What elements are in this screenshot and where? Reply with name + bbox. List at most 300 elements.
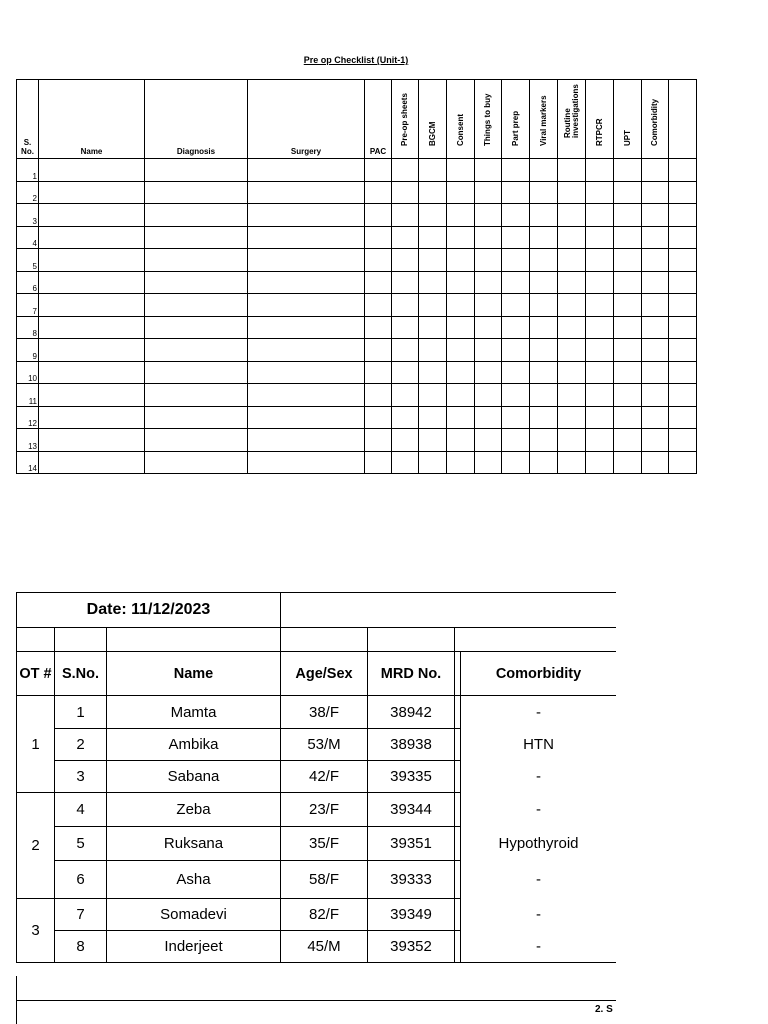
checklist-cell: [39, 249, 145, 272]
checklist-cell: [669, 159, 697, 182]
checklist-cell: [558, 181, 586, 204]
patient-mrd: 39351: [368, 827, 455, 861]
checklist-cell: [502, 226, 530, 249]
checklist-cell: [475, 249, 502, 272]
checklist-cell: [39, 429, 145, 452]
checklist-cell: [419, 339, 447, 362]
checklist-cell: [392, 181, 419, 204]
checklist-cell: [248, 204, 365, 227]
checklist-cell: [145, 339, 248, 362]
patient-row: [17, 761, 617, 793]
patient-name: Zeba: [107, 793, 281, 827]
checklist-cell: [642, 429, 669, 452]
checklist-cell: [39, 316, 145, 339]
checklist-cell: [475, 429, 502, 452]
checklist-cell: [419, 226, 447, 249]
patient-mrd: 39333: [368, 861, 455, 899]
checklist-cell: [145, 271, 248, 294]
checklist-cell: [419, 181, 447, 204]
checklist-cell: [392, 361, 419, 384]
patient-mrd: 38938: [368, 729, 455, 761]
patient-mrd: 39344: [368, 793, 455, 827]
patient-mrd: 39335: [368, 761, 455, 793]
checklist-cell: [558, 249, 586, 272]
checklist-cell: [530, 181, 558, 204]
checklist-cell: [365, 406, 392, 429]
checklist-cell: [39, 451, 145, 474]
checklist-cell: [502, 159, 530, 182]
checklist-cell: [419, 384, 447, 407]
patient-comorbidity: -: [461, 861, 616, 899]
checklist-cell: [669, 316, 697, 339]
patient-comorbidity: -: [461, 761, 616, 793]
checklist-row: [17, 429, 697, 452]
patient-row: [17, 931, 617, 963]
checklist-row: [17, 406, 697, 429]
checklist-cell: [392, 429, 419, 452]
checklist-cell: [586, 384, 614, 407]
checklist-title: Pre op Checklist (Unit-1): [303, 55, 409, 65]
checklist-cell: [447, 384, 475, 407]
patient-age-sex: 38/F: [281, 696, 368, 729]
checklist-cell: [145, 226, 248, 249]
checklist-cell: [586, 159, 614, 182]
checklist-cell: [558, 316, 586, 339]
checklist-cell: [39, 226, 145, 249]
header-ot-name: Name: [107, 652, 281, 696]
checklist-cell: [447, 294, 475, 317]
checklist-cell: [145, 294, 248, 317]
checklist-cell: [392, 384, 419, 407]
checklist-cell: [586, 316, 614, 339]
checklist-cell: [642, 316, 669, 339]
header-part-prep: Part prep: [502, 80, 530, 159]
patient-comorbidity: -: [461, 931, 616, 963]
checklist-row: [17, 159, 697, 182]
checklist-cell: [248, 384, 365, 407]
row-number: 6: [17, 271, 39, 294]
header-ot: OT #: [17, 652, 55, 696]
ot-list-table: [16, 592, 616, 963]
checklist-cell: [447, 249, 475, 272]
patient-comorbidity: Hypothyroid: [461, 827, 616, 861]
checklist-cell: [419, 316, 447, 339]
row-number: 13: [17, 429, 39, 452]
checklist-cell: [365, 271, 392, 294]
checklist-cell: [419, 451, 447, 474]
checklist-cell: [248, 159, 365, 182]
checklist-cell: [530, 249, 558, 272]
patient-row: [17, 827, 617, 861]
checklist-cell: [614, 226, 642, 249]
checklist-cell: [419, 204, 447, 227]
patient-age-sex: 45/M: [281, 931, 368, 963]
spacer-row: [17, 628, 617, 652]
checklist-cell: [530, 429, 558, 452]
checklist-cell: [586, 204, 614, 227]
checklist-cell: [614, 451, 642, 474]
checklist-cell: [614, 294, 642, 317]
checklist-cell: [669, 226, 697, 249]
checklist-cell: [365, 226, 392, 249]
checklist-cell: [530, 271, 558, 294]
checklist-cell: [447, 361, 475, 384]
checklist-cell: [475, 159, 502, 182]
patient-age-sex: 58/F: [281, 861, 368, 899]
checklist-cell: [642, 204, 669, 227]
header-upt: UPT: [614, 80, 642, 159]
checklist-cell: [447, 159, 475, 182]
checklist-cell: [642, 384, 669, 407]
checklist-cell: [248, 361, 365, 384]
patient-name: Mamta: [107, 696, 281, 729]
patient-sno: 1: [55, 696, 107, 729]
checklist-row: [17, 226, 697, 249]
checklist-cell: [145, 451, 248, 474]
checklist-row: [17, 181, 697, 204]
checklist-cell: [586, 361, 614, 384]
checklist-cell: [145, 249, 248, 272]
checklist-cell: [39, 384, 145, 407]
checklist-cell: [475, 181, 502, 204]
checklist-cell: [614, 204, 642, 227]
next-section-fragment: 2. S: [595, 1004, 613, 1015]
checklist-cell: [145, 181, 248, 204]
ot-number: 2: [17, 793, 55, 899]
patient-comorbidity: HTN: [461, 729, 616, 761]
checklist-cell: [502, 339, 530, 362]
checklist-cell: [669, 181, 697, 204]
checklist-cell: [39, 339, 145, 362]
row-number: 10: [17, 361, 39, 384]
checklist-cell: [365, 204, 392, 227]
checklist-cell: [642, 226, 669, 249]
checklist-row: [17, 361, 697, 384]
checklist-cell: [419, 271, 447, 294]
checklist-cell: [586, 294, 614, 317]
checklist-row: [17, 249, 697, 272]
checklist-cell: [530, 406, 558, 429]
row-number: 4: [17, 226, 39, 249]
checklist-cell: [530, 451, 558, 474]
checklist-cell: [586, 249, 614, 272]
checklist-cell: [248, 429, 365, 452]
checklist-cell: [248, 294, 365, 317]
header-bgcm: BGCM: [419, 80, 447, 159]
patient-name: Somadevi: [107, 899, 281, 931]
checklist-cell: [365, 181, 392, 204]
patient-sno: 7: [55, 899, 107, 931]
patient-age-sex: 82/F: [281, 899, 368, 931]
header-comorbidity: Comorbidity: [642, 80, 669, 159]
header-preop-sheets: Pre-op sheets: [392, 80, 419, 159]
checklist-row: [17, 294, 697, 317]
checklist-cell: [248, 339, 365, 362]
header-viral-markers: Viral markers: [530, 80, 558, 159]
checklist-cell: [558, 271, 586, 294]
checklist-cell: [642, 249, 669, 272]
checklist-cell: [475, 294, 502, 317]
row-number: 11: [17, 384, 39, 407]
patient-mrd: 38942: [368, 696, 455, 729]
checklist-cell: [642, 339, 669, 362]
checklist-cell: [558, 429, 586, 452]
date-row-blank: [281, 593, 616, 628]
checklist-cell: [614, 249, 642, 272]
checklist-cell: [558, 384, 586, 407]
patient-age-sex: 23/F: [281, 793, 368, 827]
checklist-cell: [614, 159, 642, 182]
checklist-cell: [530, 361, 558, 384]
checklist-cell: [586, 181, 614, 204]
checklist-cell: [642, 361, 669, 384]
header-name: Name: [39, 80, 145, 159]
checklist-cell: [642, 181, 669, 204]
row-number: 5: [17, 249, 39, 272]
checklist-cell: [669, 294, 697, 317]
patient-sno: 3: [55, 761, 107, 793]
header-blank: [669, 80, 697, 159]
checklist-cell: [365, 249, 392, 272]
patient-age-sex: 35/F: [281, 827, 368, 861]
checklist-cell: [475, 384, 502, 407]
checklist-cell: [365, 159, 392, 182]
header-diagnosis: Diagnosis: [145, 80, 248, 159]
checklist-cell: [669, 429, 697, 452]
checklist-cell: [365, 294, 392, 317]
checklist-cell: [614, 181, 642, 204]
checklist-cell: [392, 294, 419, 317]
header-rtpcr: RTPCR: [586, 80, 614, 159]
ot-list-section: [16, 592, 616, 964]
patient-name: Sabana: [107, 761, 281, 793]
checklist-cell: [392, 249, 419, 272]
checklist-cell: [642, 294, 669, 317]
patient-sno: 8: [55, 931, 107, 963]
checklist-cell: [502, 316, 530, 339]
checklist-cell: [392, 226, 419, 249]
checklist-cell: [502, 406, 530, 429]
checklist-cell: [586, 451, 614, 474]
checklist-cell: [530, 339, 558, 362]
checklist-cell: [392, 451, 419, 474]
row-number: 2: [17, 181, 39, 204]
checklist-cell: [419, 429, 447, 452]
checklist-cell: [475, 204, 502, 227]
checklist-cell: [365, 361, 392, 384]
checklist-cell: [447, 429, 475, 452]
checklist-cell: [669, 204, 697, 227]
checklist-cell: [669, 361, 697, 384]
checklist-cell: [248, 249, 365, 272]
checklist-cell: [392, 271, 419, 294]
preop-checklist-table: [16, 79, 697, 474]
checklist-cell: [248, 181, 365, 204]
checklist-cell: [558, 226, 586, 249]
checklist-row: [17, 339, 697, 362]
checklist-cell: [558, 294, 586, 317]
checklist-cell: [447, 316, 475, 339]
header-age-sex: Age/Sex: [281, 652, 368, 696]
checklist-cell: [447, 451, 475, 474]
date-label: Date: 11/12/2023: [17, 593, 281, 628]
checklist-cell: [248, 271, 365, 294]
checklist-cell: [39, 204, 145, 227]
checklist-cell: [586, 406, 614, 429]
checklist-cell: [447, 406, 475, 429]
checklist-cell: [475, 361, 502, 384]
checklist-cell: [614, 339, 642, 362]
checklist-cell: [475, 316, 502, 339]
checklist-header-row: [17, 80, 697, 159]
checklist-cell: [614, 271, 642, 294]
checklist-cell: [475, 339, 502, 362]
row-number: 9: [17, 339, 39, 362]
checklist-cell: [39, 159, 145, 182]
checklist-cell: [145, 204, 248, 227]
checklist-cell: [642, 406, 669, 429]
checklist-cell: [669, 271, 697, 294]
checklist-cell: [145, 406, 248, 429]
header-surgery: Surgery: [248, 80, 365, 159]
checklist-cell: [669, 384, 697, 407]
patient-age-sex: 53/M: [281, 729, 368, 761]
patient-sno: 6: [55, 861, 107, 899]
checklist-cell: [447, 204, 475, 227]
row-number: 14: [17, 451, 39, 474]
patient-name: Ambika: [107, 729, 281, 761]
checklist-cell: [502, 384, 530, 407]
checklist-cell: [530, 226, 558, 249]
checklist-cell: [248, 226, 365, 249]
checklist-row: [17, 384, 697, 407]
checklist-cell: [365, 384, 392, 407]
checklist-cell: [502, 429, 530, 452]
checklist-cell: [392, 159, 419, 182]
header-ot-sno: S.No.: [55, 652, 107, 696]
checklist-cell: [614, 361, 642, 384]
checklist-cell: [614, 406, 642, 429]
checklist-row: [17, 316, 697, 339]
patient-mrd: 39349: [368, 899, 455, 931]
patient-row: [17, 861, 617, 899]
checklist-cell: [530, 294, 558, 317]
patient-comorbidity: -: [461, 793, 616, 827]
checklist-cell: [586, 271, 614, 294]
checklist-cell: [447, 181, 475, 204]
checklist-row: [17, 451, 697, 474]
checklist-cell: [558, 204, 586, 227]
checklist-cell: [248, 451, 365, 474]
checklist-cell: [614, 429, 642, 452]
checklist-cell: [39, 181, 145, 204]
patient-row: [17, 696, 617, 729]
patient-comorbidity: -: [461, 899, 616, 931]
checklist-cell: [392, 204, 419, 227]
checklist-cell: [145, 316, 248, 339]
patient-name: Asha: [107, 861, 281, 899]
checklist-cell: [39, 294, 145, 317]
checklist-cell: [447, 226, 475, 249]
checklist-cell: [447, 339, 475, 362]
checklist-cell: [558, 451, 586, 474]
ot-number: 3: [17, 899, 55, 963]
checklist-cell: [365, 339, 392, 362]
checklist-cell: [39, 406, 145, 429]
patient-mrd: 39352: [368, 931, 455, 963]
checklist-cell: [145, 384, 248, 407]
checklist-cell: [447, 271, 475, 294]
date-row: [17, 593, 617, 628]
checklist-cell: [475, 226, 502, 249]
checklist-cell: [419, 406, 447, 429]
header-consent: Consent: [447, 80, 475, 159]
checklist-cell: [586, 429, 614, 452]
checklist-cell: [392, 406, 419, 429]
patient-row: [17, 793, 617, 827]
checklist-cell: [475, 406, 502, 429]
checklist-row: [17, 204, 697, 227]
checklist-cell: [669, 406, 697, 429]
patient-sno: 4: [55, 793, 107, 827]
row-number: 7: [17, 294, 39, 317]
checklist-cell: [669, 339, 697, 362]
checklist-cell: [502, 294, 530, 317]
patient-age-sex: 42/F: [281, 761, 368, 793]
checklist-cell: [642, 159, 669, 182]
patient-name: Ruksana: [107, 827, 281, 861]
header-sno: S. No.: [17, 80, 39, 159]
row-number: 8: [17, 316, 39, 339]
checklist-cell: [365, 451, 392, 474]
checklist-cell: [530, 384, 558, 407]
checklist-cell: [642, 451, 669, 474]
checklist-cell: [586, 339, 614, 362]
checklist-cell: [642, 271, 669, 294]
checklist-cell: [392, 316, 419, 339]
patient-sno: 2: [55, 729, 107, 761]
checklist-cell: [475, 271, 502, 294]
checklist-cell: [145, 159, 248, 182]
bottom-divider-horizontal: [16, 1000, 616, 1001]
checklist-cell: [365, 316, 392, 339]
checklist-cell: [145, 361, 248, 384]
checklist-row: [17, 271, 697, 294]
checklist-cell: [558, 406, 586, 429]
checklist-cell: [502, 451, 530, 474]
checklist-cell: [392, 339, 419, 362]
checklist-cell: [586, 226, 614, 249]
checklist-cell: [39, 271, 145, 294]
checklist-cell: [530, 159, 558, 182]
checklist-cell: [614, 384, 642, 407]
checklist-cell: [502, 361, 530, 384]
checklist-cell: [669, 249, 697, 272]
header-pac: PAC: [365, 80, 392, 159]
checklist-cell: [614, 316, 642, 339]
header-ot-comorbidity: Comorbidity: [461, 652, 616, 696]
checklist-cell: [145, 429, 248, 452]
checklist-cell: [419, 294, 447, 317]
checklist-cell: [558, 159, 586, 182]
checklist-cell: [39, 361, 145, 384]
checklist-cell: [530, 204, 558, 227]
ot-number: 1: [17, 696, 55, 793]
header-mrd: MRD No.: [368, 652, 455, 696]
checklist-cell: [558, 339, 586, 362]
checklist-cell: [365, 429, 392, 452]
checklist-cell: [248, 316, 365, 339]
